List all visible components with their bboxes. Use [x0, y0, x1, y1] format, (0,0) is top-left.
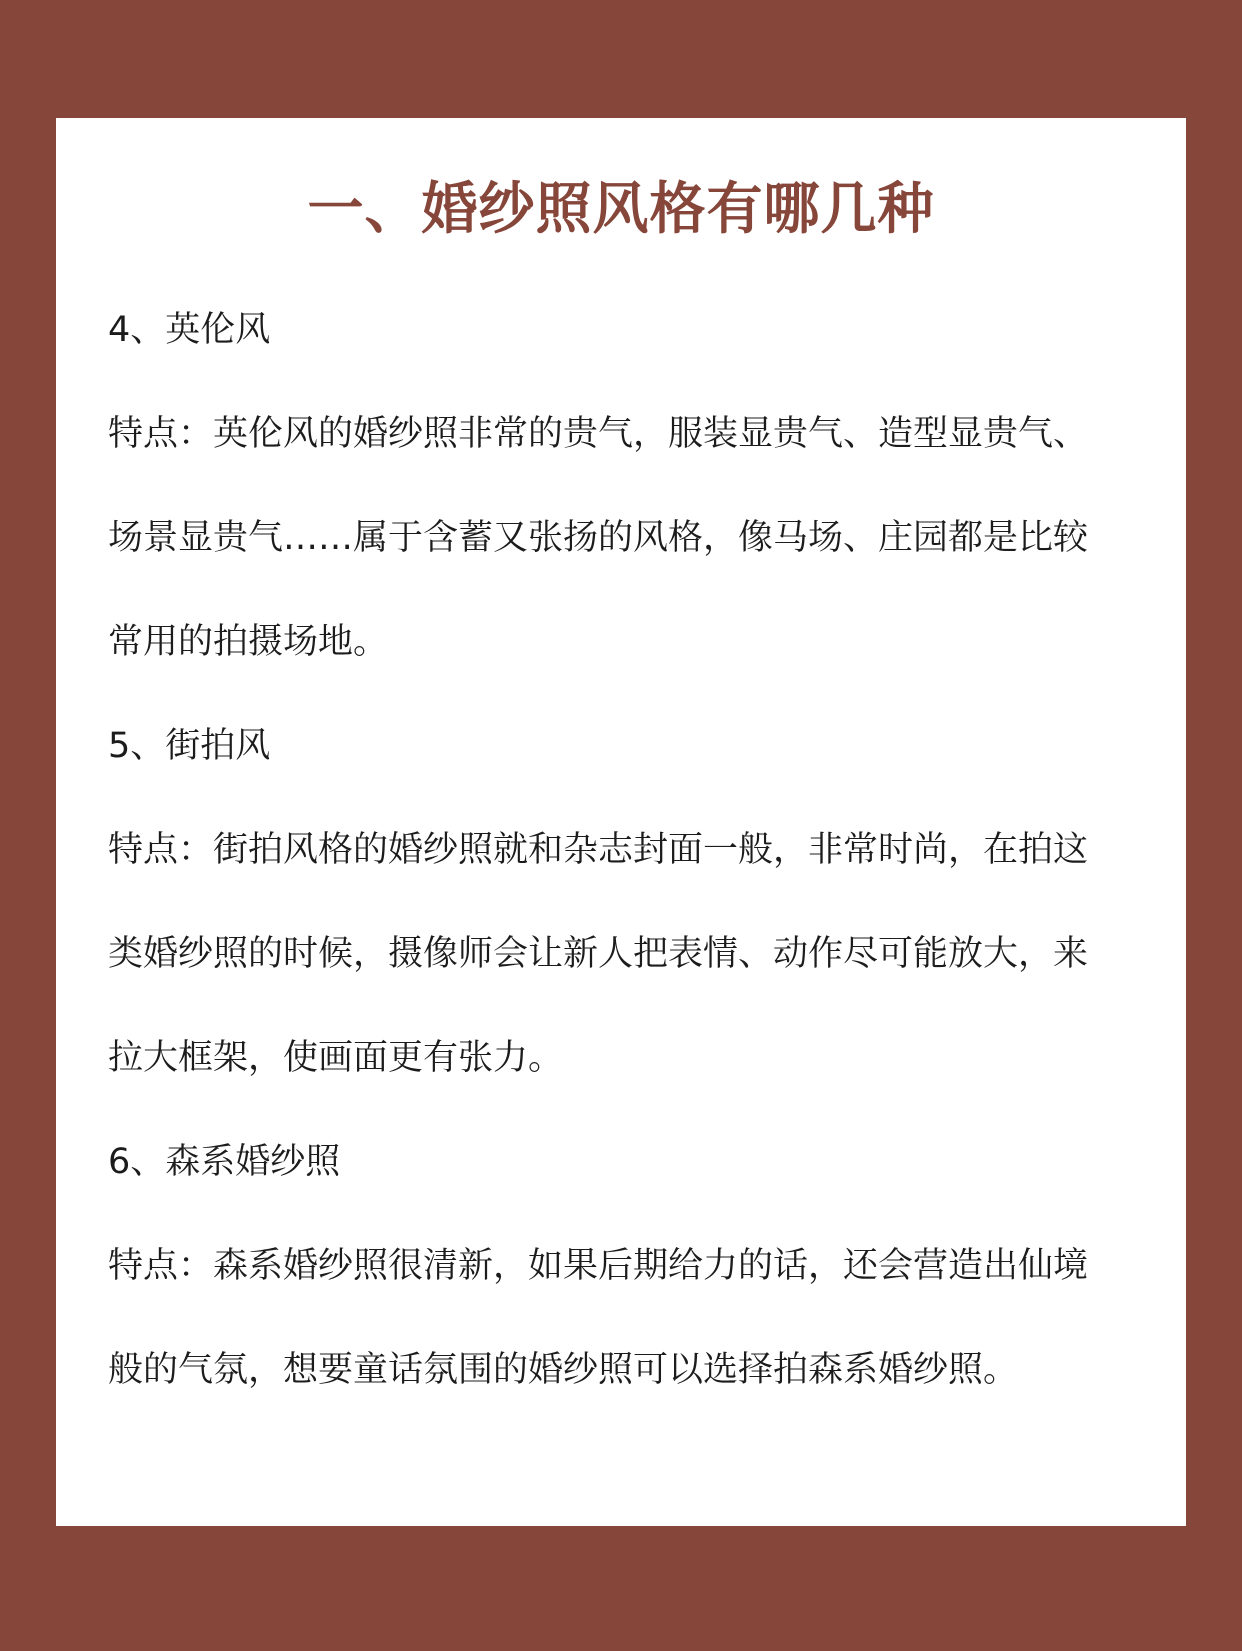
article-body [108, 278, 1138, 1422]
section-text-line: 类婚纱照的时候，摄像师会让新人把表情、动作尽可能放大，来 [108, 934, 1089, 974]
section-text-line: 特点：街拍风格的婚纱照就和杂志封面一般，非常时尚，在拍这 [108, 830, 1089, 870]
section-british-style [108, 278, 1138, 694]
section-forest-style [108, 1110, 1138, 1422]
section-heading: 6、森系婚纱照 [108, 1142, 341, 1182]
section-text-line: 般的气氛，想要童话氛围的婚纱照可以选择拍森系婚纱照。 [108, 1350, 1019, 1390]
section-heading: 5、街拍风 [108, 726, 271, 766]
section-text-line: 场景显贵气……属于含蓄又张扬的风格，像马场、庄园都是比较 [108, 518, 1089, 558]
content-card [56, 118, 1186, 1526]
section-text-line: 特点：英伦风的婚纱照非常的贵气，服装显贵气、造型显贵气、 [108, 414, 1089, 454]
section-heading: 4、英伦风 [108, 310, 271, 350]
section-text-line: 拉大框架，使画面更有张力。 [108, 1038, 564, 1078]
section-text-line: 特点：森系婚纱照很清新，如果后期给力的话，还会营造出仙境 [108, 1246, 1089, 1286]
section-street-style [108, 694, 1138, 1110]
page-title: 一、婚纱照风格有哪几种 [307, 177, 935, 242]
section-text-line: 常用的拍摄场地。 [108, 622, 389, 662]
